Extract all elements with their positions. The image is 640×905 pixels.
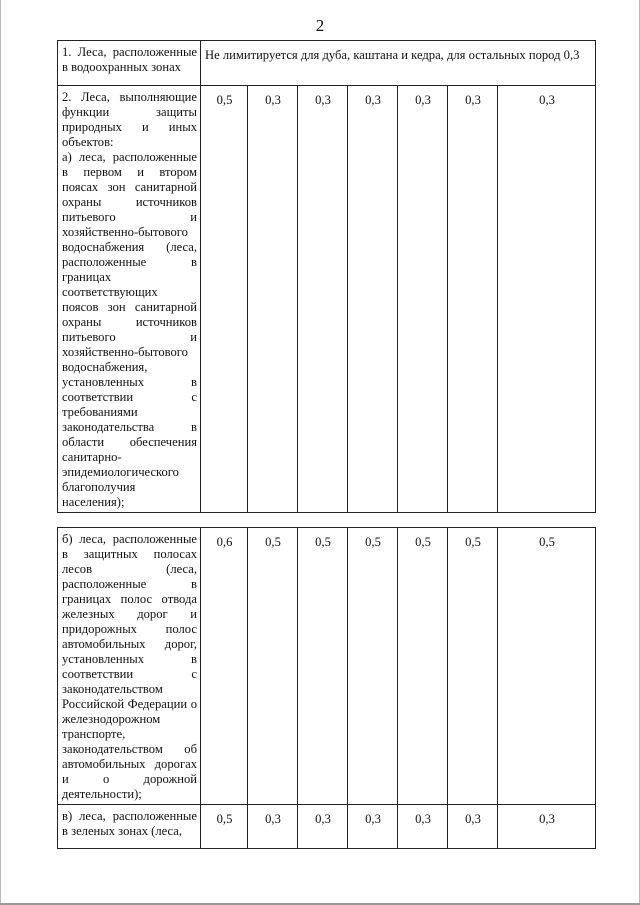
value-cell: 0,3 xyxy=(398,805,448,849)
value-cell: 0,5 xyxy=(498,528,596,805)
value-cell: 0,3 xyxy=(298,805,348,849)
row-label: 2. Леса, выполняющие функции защиты природных и иных объектов: а) леса, расположенные в первом и втором поясах зон санитарной охраны источников питьевого и хозяйственно-бытового водоснабжения (леса, расположенные в границах соответствующих поясов зон санитарной охраны источников питьевого и хозяйственно-бытового водоснабжения, установленных в соответствии с требованиями законодательства в области обеспечения санитарно-эпидемиологического благополучия населения); xyxy=(58,86,201,513)
value-cell: 0,5 xyxy=(298,528,348,805)
row-label: 1. Леса, расположенные в водоохранных зонах xyxy=(58,41,201,86)
value-cell: 0,3 xyxy=(248,86,298,513)
value-cell: 0,5 xyxy=(248,528,298,805)
table-row xyxy=(58,528,596,805)
scan-left-edge xyxy=(0,0,1,905)
value-cell: 0,5 xyxy=(448,528,498,805)
value-cell: 0,3 xyxy=(398,86,448,513)
value-cell: 0,3 xyxy=(298,86,348,513)
norms-table-top xyxy=(57,40,596,513)
norms-table-bottom xyxy=(57,527,596,849)
value-cell: 0,3 xyxy=(348,86,398,513)
value-cell: 0,5 xyxy=(398,528,448,805)
table-row xyxy=(58,805,596,849)
value-cell: 0,5 xyxy=(348,528,398,805)
value-cell: 0,3 xyxy=(498,86,596,513)
row-label: в) леса, расположенные в зеленых зонах (леса, xyxy=(58,805,201,849)
row-label: б) леса, расположенные в защитных полосах лесов (леса, расположенные в границах полос отвода железных дорог и придорожных полос автомобильных дорог, установленных в соответствии с законодательством Российской Федерации о железнодорожном транспорте, законодательством об автомобильных дорогах и о дорожной деятельности); xyxy=(58,528,201,805)
value-cell: 0,3 xyxy=(248,805,298,849)
value-cell: 0,3 xyxy=(348,805,398,849)
value-cell: 0,3 xyxy=(448,805,498,849)
value-cell: 0,3 xyxy=(498,805,596,849)
table-row xyxy=(58,41,596,86)
value-cell: 0,3 xyxy=(448,86,498,513)
value-cell: 0,5 xyxy=(201,86,248,513)
merged-value-cell: Не лимитируется для дуба, каштана и кедра, для остальных пород 0,3 xyxy=(201,41,596,86)
value-cell: 0,5 xyxy=(201,805,248,849)
page-number: 2 xyxy=(315,16,325,35)
value-cell: 0,6 xyxy=(201,528,248,805)
table-row xyxy=(58,86,596,513)
